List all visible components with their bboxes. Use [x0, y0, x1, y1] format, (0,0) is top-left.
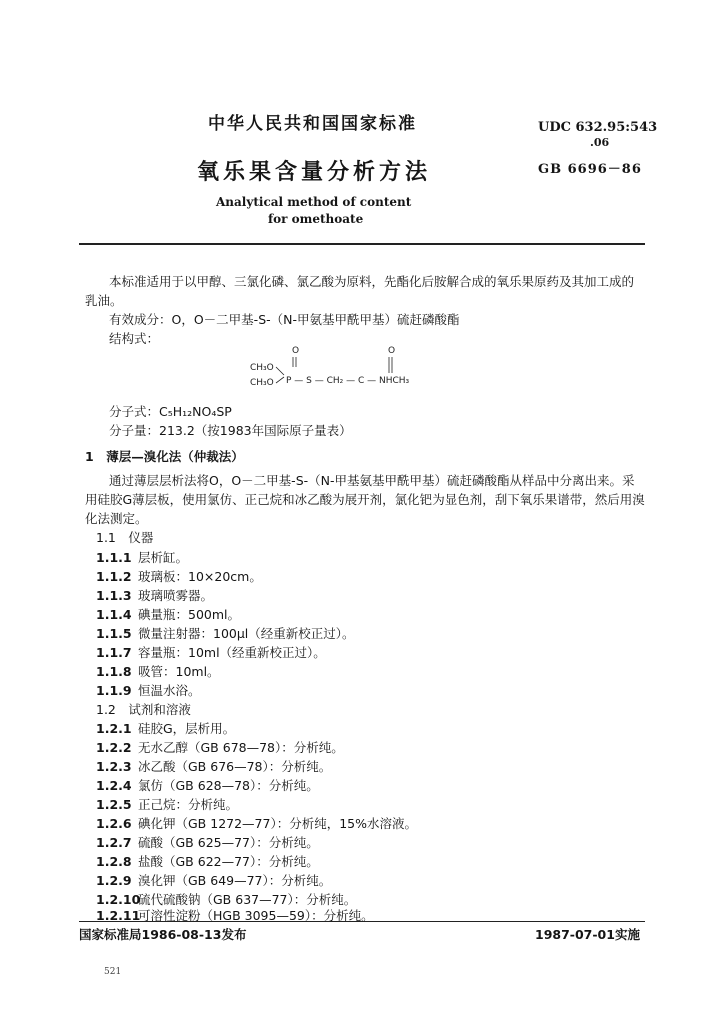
instrument-item: 1.1.8 吸管：10ml。: [96, 664, 220, 679]
english-title-line1: Analytical method of content: [216, 195, 412, 209]
formula-o-right: O: [388, 346, 396, 356]
document-title: 氧乐果含量分析方法: [197, 160, 432, 185]
instrument-item: 1.1.5 微量注射器：100μl（经重新校正过）。: [96, 626, 355, 641]
reagent-item: 1.2.8 盐酸（GB 622—77）：分析纯。: [96, 854, 319, 869]
reagent-item: 1.2.5 正己烷：分析纯。: [96, 797, 239, 812]
reagent-item: 1.2.9 溴化钾（GB 649—77）：分析纯。: [96, 873, 332, 888]
instrument-item: 1.1.4 碘量瓶：500ml。: [96, 607, 241, 622]
formula-ch3o-top: CH₃O: [250, 363, 274, 373]
gb-number: GB 6696－86: [538, 162, 642, 177]
reagent-item: 1.2.6 碘化钾（GB 1272—77）：分析纯，15%水溶液。: [96, 816, 417, 831]
udc-code-continued: .06: [590, 136, 610, 149]
reagent-item: 1.2.7 硫酸（GB 625—77）：分析纯。: [96, 835, 319, 850]
instrument-item: 1.1.2 玻璃板：10×20cm。: [96, 569, 262, 584]
formula-ch3o-bottom: CH₃O: [250, 378, 274, 388]
structural-formula: [248, 345, 468, 393]
standard-name: 中华人民共和国国家标准: [208, 114, 417, 134]
reagent-item: 1.2.3 冰乙酸（GB 676—78）：分析纯。: [96, 759, 332, 774]
instrument-item: 1.1.3 玻璃喷雾器。: [96, 588, 214, 603]
section-1-body: 通过薄层层析法将O，O－二甲基-S-（N-甲基氨基甲酰甲基）硫赶磷酸酯从样品中分离出来。采用硅胶G薄层板，使用氯仿、正己烷和冰乙酸为展开剂，氯化钯为显色剂，刮下氧乐果谱带，然后用溴化法测定。: [85, 473, 645, 526]
scope-paragraph: 本标准适用于以甲醇、三氯化磷、氯乙酸为原料，先酯化后胺解合成的氧乐果原药及其加工成的乳油。: [85, 274, 635, 308]
active-ingredient: 有效成分：O，O－二甲基-S-（N-甲氨基甲酰甲基）硫赶磷酸酯: [109, 312, 460, 327]
udc-code: UDC 632.95:543: [538, 120, 658, 135]
instrument-item: 1.1.9 恒温水浴。: [96, 683, 201, 698]
section-1-heading: 1 薄层—溴化法（仲裁法）: [85, 449, 244, 464]
molecular-weight: 分子量：213.2（按1983年国际原子量表）: [109, 423, 352, 438]
footer-divider: [79, 921, 645, 922]
structure-label: 结构式：: [109, 331, 160, 346]
reagent-item: 1.2.2 无水乙醇（GB 678—78）：分析纯。: [96, 740, 344, 755]
subsection-1-1-title: 1.1 仪器: [96, 530, 154, 545]
formula-chain: P — S — CH₂ — C — NHCH₃: [286, 376, 410, 386]
subsection-1-2-title: 1.2 试剂和溶液: [96, 702, 191, 717]
english-title-line2: for omethoate: [268, 212, 364, 226]
page-number: 521: [104, 967, 122, 977]
instrument-item: 1.1.7 容量瓶：10ml（经重新校正过）。: [96, 645, 326, 660]
reagent-item: 1.2.10硫代硫酸钠（GB 637—77）：分析纯。: [96, 892, 357, 907]
formula-o-left: O: [292, 346, 300, 356]
reagent-item: 1.2.11可溶性淀粉（HGB 3095—59）：分析纯。: [96, 908, 374, 923]
molecular-formula: 分子式：C₅H₁₂NO₄SP: [109, 404, 232, 419]
reagent-item: 1.2.4 氯仿（GB 628—78）：分析纯。: [96, 778, 319, 793]
instrument-item: 1.1.1 层析缸。: [96, 550, 189, 565]
effective-date: 1987-07-01实施: [535, 927, 640, 942]
reagent-item: 1.2.1 硅胶G，层析用。: [96, 721, 236, 736]
issue-date: 国家标准局1986-08-13发布: [79, 927, 247, 942]
header-divider: [79, 243, 645, 245]
